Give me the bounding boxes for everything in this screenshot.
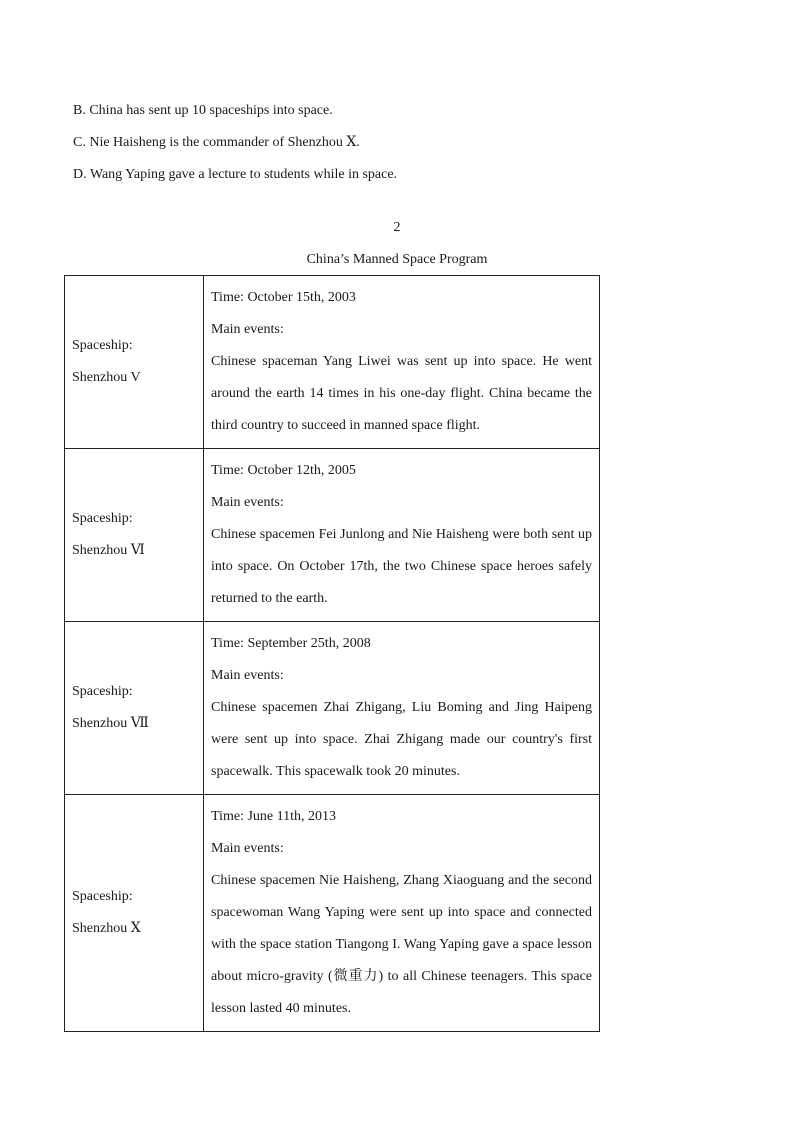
spaceship-label: Spaceship:: [72, 684, 133, 699]
passage-number: 2: [393, 220, 401, 235]
spaceship-label: Spaceship:: [72, 889, 133, 904]
details-cell: [204, 276, 600, 449]
table-row: [65, 449, 600, 622]
details-cell: [204, 795, 600, 1032]
main-events-text: Chinese spaceman Yang Liwei was sent up into space. He went around the earth 14 times in his one-day flight. China became the third country to succeed in manned space flight.: [211, 354, 592, 433]
table-row: [65, 622, 600, 795]
main-events-text: Chinese spacemen Zhai Zhigang, Liu Boming and Jing Haipeng were sent up into space. Zhai Zhigang made our country's first spacewalk. This spacewalk took 20 minutes.: [211, 700, 592, 779]
spaceship-name: Shenzhou Ⅹ: [72, 921, 141, 936]
details-cell: [204, 449, 600, 622]
main-events-label: Main events:: [211, 322, 284, 337]
flight-time: Time: October 12th, 2005: [211, 463, 356, 478]
flight-time: Time: June 11th, 2013: [211, 809, 336, 824]
main-events-label: Main events:: [211, 841, 284, 856]
answer-options: [73, 101, 733, 197]
spaceship-cell: [65, 622, 204, 795]
table-row: [65, 795, 600, 1032]
spaceship-name: Shenzhou Ⅶ: [72, 716, 149, 731]
space-program-table: [64, 275, 600, 1032]
spaceship-label: Spaceship:: [72, 338, 133, 353]
spaceship-cell: [65, 449, 204, 622]
flight-time: Time: October 15th, 2003: [211, 290, 356, 305]
main-events-text: Chinese spacemen Nie Haisheng, Zhang Xiaoguang and the second spacewoman Wang Yaping were sent up into space and connected with the space station Tiangong I. Wang Yaping gave a space lesson about micro-gravity (微重力) to all Chinese teenagers. This space lesson lasted 40 minutes.: [211, 873, 592, 1016]
option-d: D. Wang Yaping gave a lecture to students while in space.: [73, 167, 398, 182]
flight-time: Time: September 25th, 2008: [211, 636, 371, 651]
main-events-text: Chinese spacemen Fei Junlong and Nie Haisheng were both sent up into space. On October 17th, the two Chinese space heroes safely returned to the earth.: [211, 527, 592, 606]
option-c: C. Nie Haisheng is the commander of Shenzhou Ⅹ.: [73, 135, 360, 150]
table-title: China’s Manned Space Program: [306, 252, 488, 267]
main-events-label: Main events:: [211, 668, 284, 683]
main-events-label: Main events:: [211, 495, 284, 510]
spaceship-label: Spaceship:: [72, 511, 133, 526]
spaceship-name: Shenzhou V: [72, 370, 141, 385]
spaceship-name: Shenzhou Ⅵ: [72, 543, 145, 558]
option-b: B. China has sent up 10 spaceships into space.: [73, 103, 333, 118]
table-row: [65, 276, 600, 449]
details-cell: [204, 622, 600, 795]
spaceship-cell: [65, 795, 204, 1032]
spaceship-cell: [65, 276, 204, 449]
